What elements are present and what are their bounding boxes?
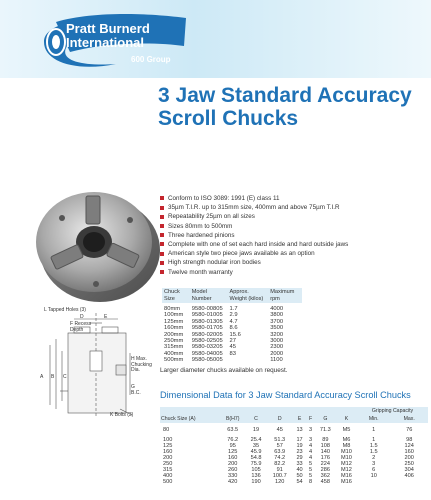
title-line2: Scroll Chucks (158, 107, 299, 130)
table-row: 500mm 9580-05005 1100 (164, 357, 283, 364)
bullet-icon (160, 224, 164, 228)
label-h: H Max. Chucking Dia. (131, 356, 152, 373)
title-line1: 3 Jaw Standard Accuracy (158, 84, 412, 107)
bullet-icon (160, 206, 164, 210)
list-item: American style two piece jaws available as an option (160, 249, 428, 258)
list-item: Twelve month warranty (160, 268, 428, 277)
col-d: D (267, 407, 293, 423)
col-max: Max. (390, 415, 428, 423)
col-g: G (315, 407, 336, 423)
label-g: G B.C. (131, 384, 141, 396)
col-k: K (336, 407, 357, 423)
table-row: 160mm 9580-01705 8.6 3500 (164, 325, 284, 332)
col-chuck-size: Chuck Size (162, 288, 190, 303)
list-item: Three hardened pinions (160, 231, 428, 240)
bullet-icon (160, 242, 164, 246)
label-d: D (80, 314, 84, 320)
logo-line2: International (66, 35, 145, 50)
table-header-row (162, 288, 302, 303)
list-item: 35µm T.I.R. up to 315mm size, 400mm and above 75µm T.I.R (160, 203, 428, 212)
table-row: 500 420 190 120 54 8 458 M16 (163, 479, 352, 485)
label-e: E (104, 314, 108, 320)
label-tapped-holes: L Tapped Holes (3) (44, 307, 86, 313)
col-c: C (245, 407, 266, 423)
dimensional-data-table (160, 407, 428, 485)
table-row: 160 125 45.9 63.9 23 4 140 M10 1.5 160 (163, 449, 414, 455)
col-max-rpm: Maximum rpm (268, 288, 302, 303)
table-row: 400 330 136 100.7 50 5 362 M16 10 406 (163, 473, 414, 479)
table-row: 315 260 105 91 40 5 286 M12 6 304 (163, 467, 414, 473)
table-row: 315mm 9580-03205 45 2300 (164, 344, 284, 351)
list-item: Repeatability 25µm on all sizes (160, 212, 428, 221)
note-text: Larger diameter chucks available on request. (160, 367, 288, 374)
company-logo (36, 12, 188, 70)
label-recess-depth: F Recess Depth (70, 321, 92, 333)
feature-list (160, 194, 428, 277)
table-row: 100mm 9580-01005 2.9 3800 (164, 312, 284, 319)
label-bolts: K Bolts (3) (110, 412, 134, 418)
col-weight: Approx. Weight (kilos) (228, 288, 269, 303)
bullet-icon (160, 215, 164, 219)
bullet-icon (160, 252, 164, 256)
dimensional-data-title: Dimensional Data for 3 Jaw Standard Accuracy Scroll Chucks (160, 390, 411, 400)
col-f: F (306, 407, 314, 423)
col-chuck-size: Chuck Size (A) (160, 407, 220, 423)
label-b: B (51, 374, 55, 380)
table-row: 250 200 75.9 82.2 33 5 224 M12 3 250 (163, 461, 414, 467)
table-row: 200mm 9580-02005 15.6 3200 (164, 331, 284, 338)
table-row: 80 63.5 19 45 13 3 71.3 M5 1 76 (163, 427, 413, 433)
table-row: 400mm 9580-04005 83 2000 (164, 350, 284, 357)
bullet-icon (160, 196, 164, 200)
col-min: Min. (357, 415, 390, 423)
table-row: 125mm 9580-01305 4.7 3700 (164, 318, 284, 325)
list-item: Sizes 80mm to 500mm (160, 222, 428, 231)
spec-table (162, 288, 302, 364)
logo-line1: Pratt Burnerd (66, 21, 150, 36)
list-item: Conform to ISO 3089: 1991 (E) class 11 (160, 194, 428, 203)
table-row: 200 160 54.8 74.2 29 4 176 M10 2 200 (163, 455, 414, 461)
technical-drawing (38, 305, 152, 420)
page-title (158, 84, 428, 130)
col-model-number: Model Number (190, 288, 228, 303)
list-item: Complete with one of set each hard inside and hard outside jaws (160, 240, 428, 249)
logo-group: 600 Group (131, 55, 171, 64)
col-e: E (293, 407, 307, 423)
chuck-photo-icon (22, 178, 164, 308)
bullet-icon (160, 233, 164, 237)
label-c: C (63, 374, 67, 380)
col-gripping-capacity: Gripping Capacity (357, 407, 428, 415)
table-row: 250mm 9580-02505 27 3000 (164, 338, 284, 345)
bullet-icon (160, 270, 164, 274)
list-item: High strength nodular iron bodies (160, 258, 428, 267)
label-a: A (40, 374, 44, 380)
table-row: 80mm 9580-00805 1.7 4000 (164, 306, 284, 312)
bullet-icon (160, 261, 164, 265)
table-row: 100 76.2 25.4 51.3 17 3 89 M6 1 98 (163, 437, 413, 443)
table-row: 125 95 35 57 19 4 108 M8 1.5 124 (163, 443, 414, 449)
col-b: B(H7) (220, 407, 245, 423)
table-header-row (160, 407, 428, 415)
